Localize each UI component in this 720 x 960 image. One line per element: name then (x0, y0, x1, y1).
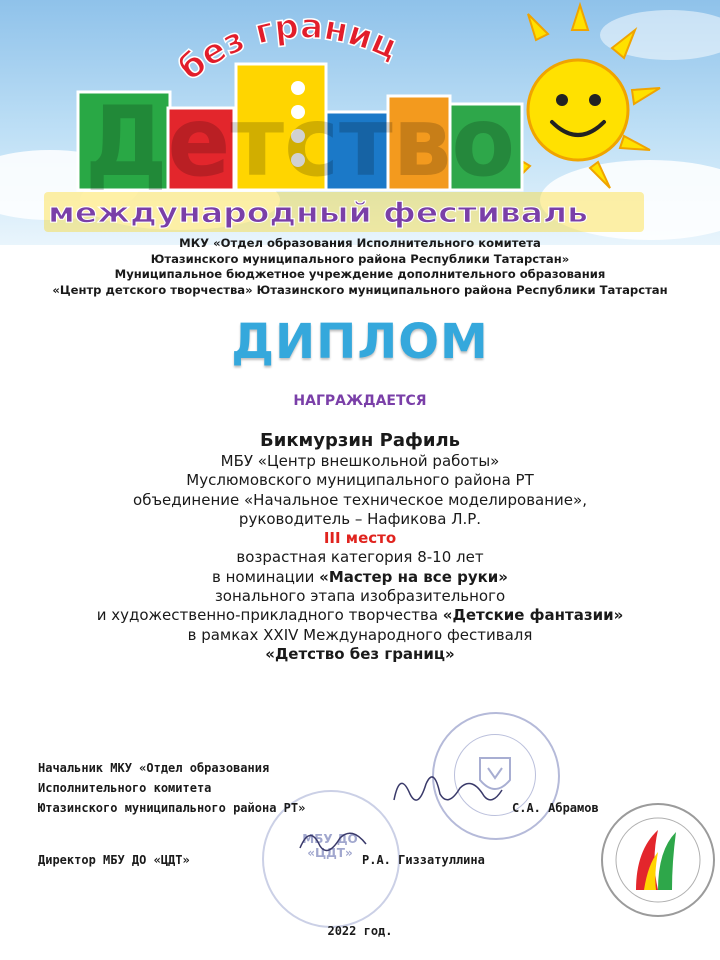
festival-name: «Детство без границ» (265, 644, 455, 663)
org-line: «Центр детского творчества» Ютазинского муниципального района Республики Татарстан (52, 282, 668, 297)
festival-banner (0, 0, 720, 245)
nomination-prefix: в номинации (212, 567, 320, 586)
head-name: С.А. Абрамов (512, 801, 599, 815)
org-line: Ютазинского муниципального района Республики Татарстан» (150, 251, 570, 266)
logo-word-detstvo (78, 64, 522, 198)
body-line: объединение «Начальное техническое моделирование», (133, 490, 587, 509)
body-line: МБУ «Центр внешкольной работы» (220, 452, 500, 470)
nomination-line (0, 568, 720, 587)
sun-icon (510, 5, 660, 188)
head-title-line: Исполнительного комитета (38, 781, 212, 795)
contest-prefix: и художественно-прикладного творчества (96, 606, 443, 625)
logo-subtitle (44, 192, 644, 232)
organization-header (0, 236, 720, 298)
body-line: возрастная категория 8-10 лет (236, 548, 484, 567)
director-name: Р.А. Гиззатуллина (362, 853, 485, 867)
cdt-seal-text: МБУ ДО «ЦДТ» (302, 832, 358, 860)
federation-emblem (596, 790, 720, 930)
place-label: III место (323, 529, 397, 548)
diploma-title: ДИПЛОМ (231, 314, 489, 370)
contest-name: «Детские фантазии» (442, 606, 624, 625)
body-line: Муслюмовского муниципального района РТ (186, 471, 534, 490)
svg-text:международный фестиваль: международный фестиваль (48, 196, 588, 229)
diploma-year: 2022 год. (327, 924, 393, 938)
org-line: МКУ «Отдел образования Исполнительного комитета (179, 236, 541, 250)
head-title-line: Начальник МКУ «Отдел образования (38, 761, 270, 775)
svg-text:без границ: без границ (171, 6, 405, 89)
contest-line (0, 606, 720, 625)
director-label: Директор МБУ ДО «ЦДТ» (38, 853, 190, 867)
recipient-name: Бикмурзин Рафиль (259, 430, 461, 451)
nomination-name: «Мастер на все руки» (319, 567, 508, 586)
awarded-label: НАГРАЖДАЕТСЯ (293, 393, 427, 409)
org-line: Муниципальное бюджетное учреждение дополнительного образования (114, 267, 606, 282)
body-line: руководитель – Нафикова Л.Р. (238, 509, 482, 528)
body-line: в рамках XXIV Международного фестиваля (187, 625, 533, 644)
festival-logo (0, 0, 720, 245)
head-title-line: Ютазинского муниципального района РТ» (38, 801, 306, 815)
head-signature-block (38, 758, 305, 818)
diploma-body (0, 430, 720, 664)
svg-text:Детство: Детство (85, 86, 515, 198)
body-line: зонального этапа изобразительного (214, 587, 506, 606)
signature-abramov (388, 760, 508, 820)
